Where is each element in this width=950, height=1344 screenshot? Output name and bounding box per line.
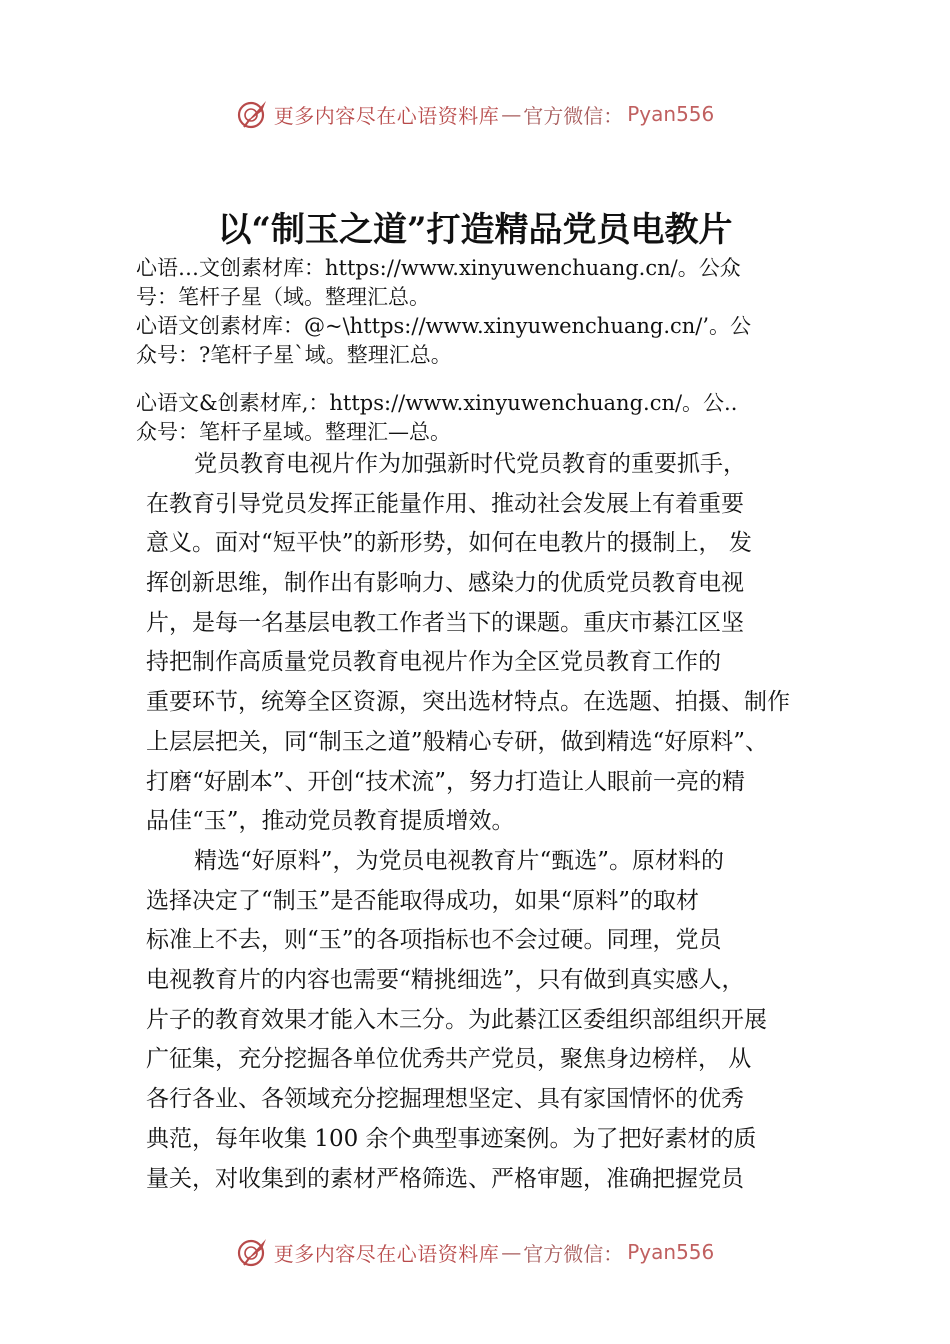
paragraph-1 [146, 445, 846, 842]
paragraph-line: 选择决定了“制玉”是否能取得成功，如果“原料”的取材 [146, 887, 700, 914]
paragraph-line: 意义。面对“短平快”的新形势，如何在电教片的摄制上， 发 [146, 530, 752, 557]
paragraph-line: 精选“好原料”，为党员电视教育片“甄选”。原材料的 [194, 848, 725, 874]
paragraph-line: 片，是每一名基层电教工作者当下的课题。重庆市綦江区坚 [146, 609, 744, 636]
paragraph-2 [146, 842, 846, 1199]
paragraph-line: 片子的教育效果才能入木三分。为此綦江区委组织部组织开展 [146, 1006, 767, 1033]
paragraph-line: 上层层把关，同“制玉之道”般精心专研，做到精选“好原料”、 [146, 728, 769, 755]
paragraph-line: 电视教育片的内容也需要“精挑细选”，只有做到真实感人， [146, 967, 745, 994]
paragraph-line: 量关，对收集到的素材严格筛选、严格审题，准确把握党员 [146, 1165, 744, 1192]
source-line-1: 心语…文创素材库：https://www.xinyuwenchuang.cn/。公众 号：笔杆子星（域。整理汇总。 [136, 256, 741, 309]
paragraph-line: 挥创新思维，制作出有影响力、感染力的优质党员教育电视 [146, 570, 744, 597]
source-line-3: 心语文&创素材库,：https://www.xinyuwenchuang.cn/。公.. 众号：笔杆子星域。整理汇—总。 [136, 391, 738, 444]
paragraph-line: 各行各业、各领域充分挖掘理想坚定、具有家国情怀的优秀 [146, 1086, 744, 1113]
paragraph-line: 品佳“玉”，推动党员教育提质增效。 [146, 808, 515, 835]
paragraph-line: 党员教育电视片作为加强新时代党员教育的重要抓手， [194, 451, 746, 477]
quill-logo-icon [236, 1235, 270, 1269]
paragraph-line: 打磨“好剧本”、开创“技术流”，努力打造让人眼前一亮的精 [146, 768, 746, 795]
paragraph-line: 典范，每年收集 100 余个典型事迹案例。为了把好素材的质 [146, 1125, 757, 1152]
source-line-2: 心语文创素材库：@~\https://www.xinyuwenchuang.cn/’。公 众号：?笔杆子星`域。整理汇总。 [136, 314, 752, 367]
paragraph-line: 在教育引导党员发挥正能量作用、推动社会发展上有着重要 [146, 490, 744, 517]
banner-wechat-label: 官方微信： [523, 1241, 624, 1266]
banner-main-text: 更多内容尽在心语资料库 [273, 1241, 500, 1266]
quill-logo-icon [236, 97, 270, 131]
paragraph-line: 广征集，充分挖掘各单位优秀共产党员，聚焦身边榜样， 从 [146, 1046, 752, 1073]
paragraph-line: 标准上不去，则“玉”的各项指标也不会过硬。同理，党员 [146, 927, 722, 954]
paragraph-line: 重要环节，统筹全区资源，突出选材特点。在选题、拍摄、制作 [146, 689, 790, 716]
paragraph-line: 持把制作高质量党员教育电视片作为全区党员教育工作的 [146, 649, 721, 676]
footer-banner [0, 1232, 950, 1272]
banner-dash: — [501, 1240, 522, 1264]
banner-wechat-id: Pyan556 [627, 102, 715, 126]
document-title: 以“制玉之道”打造精品党员电教片 [217, 210, 733, 250]
banner-dash: — [501, 102, 522, 126]
banner-wechat-label: 官方微信： [523, 103, 624, 128]
banner-wechat-id: Pyan556 [627, 1240, 715, 1264]
banner-main-text: 更多内容尽在心语资料库 [273, 103, 500, 128]
header-banner [0, 94, 950, 134]
